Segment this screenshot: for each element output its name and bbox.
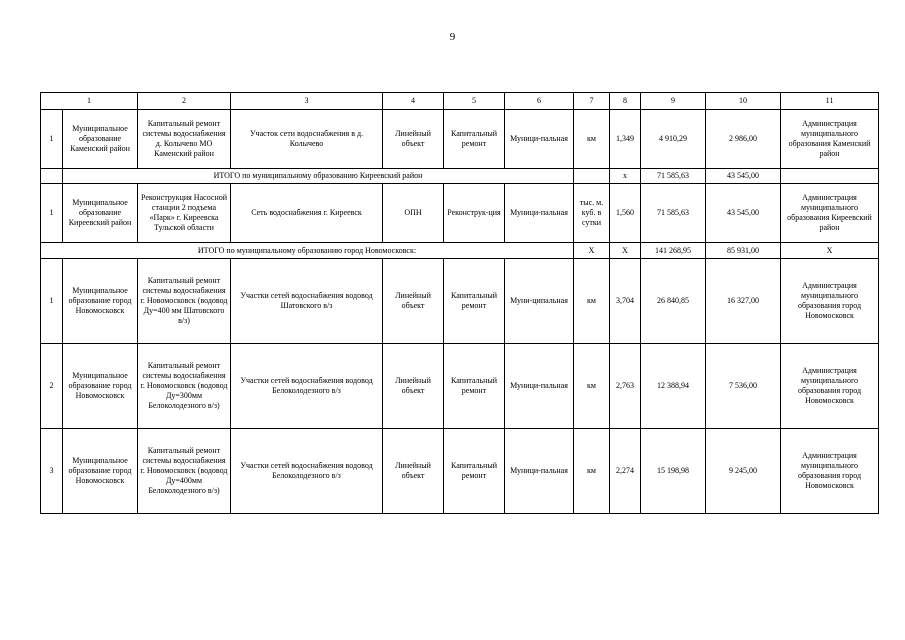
unit-cell: км <box>574 429 610 514</box>
ownership-cell: Муни-ципальная <box>505 259 574 344</box>
cost-budget-cell: 7 536,00 <box>706 344 781 429</box>
header-cell: 1 <box>41 93 138 110</box>
cost-total-cell: 15 198,98 <box>641 429 706 514</box>
capacity-cell: 1,349 <box>610 110 641 169</box>
ownership-cell: Муници-пальная <box>505 184 574 243</box>
work-cell: Реконструкция Насосной станции 2 подъема «Парк» г. Киреевска Тульской области <box>138 184 231 243</box>
header-cell: 3 <box>231 93 383 110</box>
total-row <box>41 169 879 184</box>
capacity-cell: 2,763 <box>610 344 641 429</box>
customer-cell: Администрация муниципального образования Каменский район <box>781 110 879 169</box>
total-cell: 71 585,63 <box>641 169 706 184</box>
row-number: 1 <box>41 259 63 344</box>
object-cell: Участки сетей водоснабжения водовод Белоколодезного в/з <box>231 429 383 514</box>
cost-budget-cell: 2 986,00 <box>706 110 781 169</box>
kind-cell: Капитальный ремонт <box>444 110 505 169</box>
table-row <box>41 344 879 429</box>
total-cell: 141 268,95 <box>641 243 706 259</box>
total-cell <box>574 169 610 184</box>
investment-table <box>40 92 879 514</box>
object-cell: Сеть водоснабжения г. Киреевск <box>231 184 383 243</box>
type-cell: Линейный объект <box>383 259 444 344</box>
object-cell: Участок сети водоснабжения в д. Колычево <box>231 110 383 169</box>
type-cell: ОПН <box>383 184 444 243</box>
total-label: ИТОГО по муниципальному образованию город Новомосковск: <box>41 243 574 259</box>
work-cell: Капитальный ремонт системы водоснабжения д. Колычево МО Каменский район <box>138 110 231 169</box>
header-cell: 2 <box>138 93 231 110</box>
municipality-cell: Муниципальное образование Каменский район <box>63 110 138 169</box>
total-label: ИТОГО по муниципальному образованию Киреевский район <box>63 169 574 184</box>
municipality-cell: Муниципальное образование город Новомосковск <box>63 429 138 514</box>
header-cell: 8 <box>610 93 641 110</box>
cost-total-cell: 12 388,94 <box>641 344 706 429</box>
type-cell: Линейный объект <box>383 110 444 169</box>
total-cell: х <box>610 169 641 184</box>
cost-total-cell: 4 910,29 <box>641 110 706 169</box>
header-cell: 4 <box>383 93 444 110</box>
row-number: 2 <box>41 344 63 429</box>
column-number-row <box>41 93 879 110</box>
customer-cell: Администрация муниципального образования Киреевский район <box>781 184 879 243</box>
cost-total-cell: 71 585,63 <box>641 184 706 243</box>
capacity-cell: 2,274 <box>610 429 641 514</box>
total-cell: 85 931,00 <box>706 243 781 259</box>
total-cell: Х <box>781 243 879 259</box>
customer-cell: Администрация муниципального образования город Новомосковск <box>781 344 879 429</box>
total-cell: 43 545,00 <box>706 169 781 184</box>
total-cell: Х <box>610 243 641 259</box>
type-cell: Линейный объект <box>383 344 444 429</box>
ownership-cell: Муници-пальная <box>505 429 574 514</box>
capacity-cell: 1,560 <box>610 184 641 243</box>
type-cell: Линейный объект <box>383 429 444 514</box>
row-number: 1 <box>41 110 63 169</box>
table-row <box>41 259 879 344</box>
table-row <box>41 184 879 243</box>
header-cell: 6 <box>505 93 574 110</box>
work-cell: Капитальный ремонт системы водоснабжения г. Новомосковск (водовод Ду=400 мм Шатовского в/з) <box>138 259 231 344</box>
object-cell: Участки сетей водоснабжения водовод Шатовского в/з <box>231 259 383 344</box>
header-cell: 5 <box>444 93 505 110</box>
cost-budget-cell: 43 545,00 <box>706 184 781 243</box>
cost-budget-cell: 9 245,00 <box>706 429 781 514</box>
header-cell: 9 <box>641 93 706 110</box>
ownership-cell: Муници-пальная <box>505 110 574 169</box>
table-row <box>41 429 879 514</box>
cost-total-cell: 26 840,85 <box>641 259 706 344</box>
unit-cell: км <box>574 110 610 169</box>
table-row <box>41 110 879 169</box>
municipality-cell: Муниципальное образование город Новомосковск <box>63 344 138 429</box>
total-cell: Х <box>574 243 610 259</box>
kind-cell: Реконструк-ция <box>444 184 505 243</box>
empty-cell <box>41 169 63 184</box>
cost-budget-cell: 16 327,00 <box>706 259 781 344</box>
total-cell <box>781 169 879 184</box>
header-cell: 7 <box>574 93 610 110</box>
unit-cell: км <box>574 259 610 344</box>
row-number: 3 <box>41 429 63 514</box>
row-number: 1 <box>41 184 63 243</box>
municipality-cell: Муниципальное образование Киреевский район <box>63 184 138 243</box>
total-row <box>41 243 879 259</box>
municipality-cell: Муниципальное образование город Новомосковск <box>63 259 138 344</box>
customer-cell: Администрация муниципального образования город Новомосковск <box>781 259 879 344</box>
customer-cell: Администрация муниципального образования город Новомосковск <box>781 429 879 514</box>
kind-cell: Капитальный ремонт <box>444 429 505 514</box>
header-cell: 11 <box>781 93 879 110</box>
page-number: 9 <box>449 31 456 43</box>
object-cell: Участки сетей водоснабжения водовод Белоколодезного в/з <box>231 344 383 429</box>
unit-cell: км <box>574 344 610 429</box>
kind-cell: Капитальный ремонт <box>444 344 505 429</box>
ownership-cell: Муници-пальная <box>505 344 574 429</box>
kind-cell: Капитальный ремонт <box>444 259 505 344</box>
capacity-cell: 3,704 <box>610 259 641 344</box>
work-cell: Капитальный ремонт системы водоснабжения г. Новомосковск (водовод Ду=400мм Белоколодезного в/з) <box>138 429 231 514</box>
work-cell: Капитальный ремонт системы водоснабжения г. Новомосковск (водовод Ду=300мм Белоколодезного в/з) <box>138 344 231 429</box>
header-cell: 10 <box>706 93 781 110</box>
unit-cell: тыс. м. куб. в сутки <box>574 184 610 243</box>
